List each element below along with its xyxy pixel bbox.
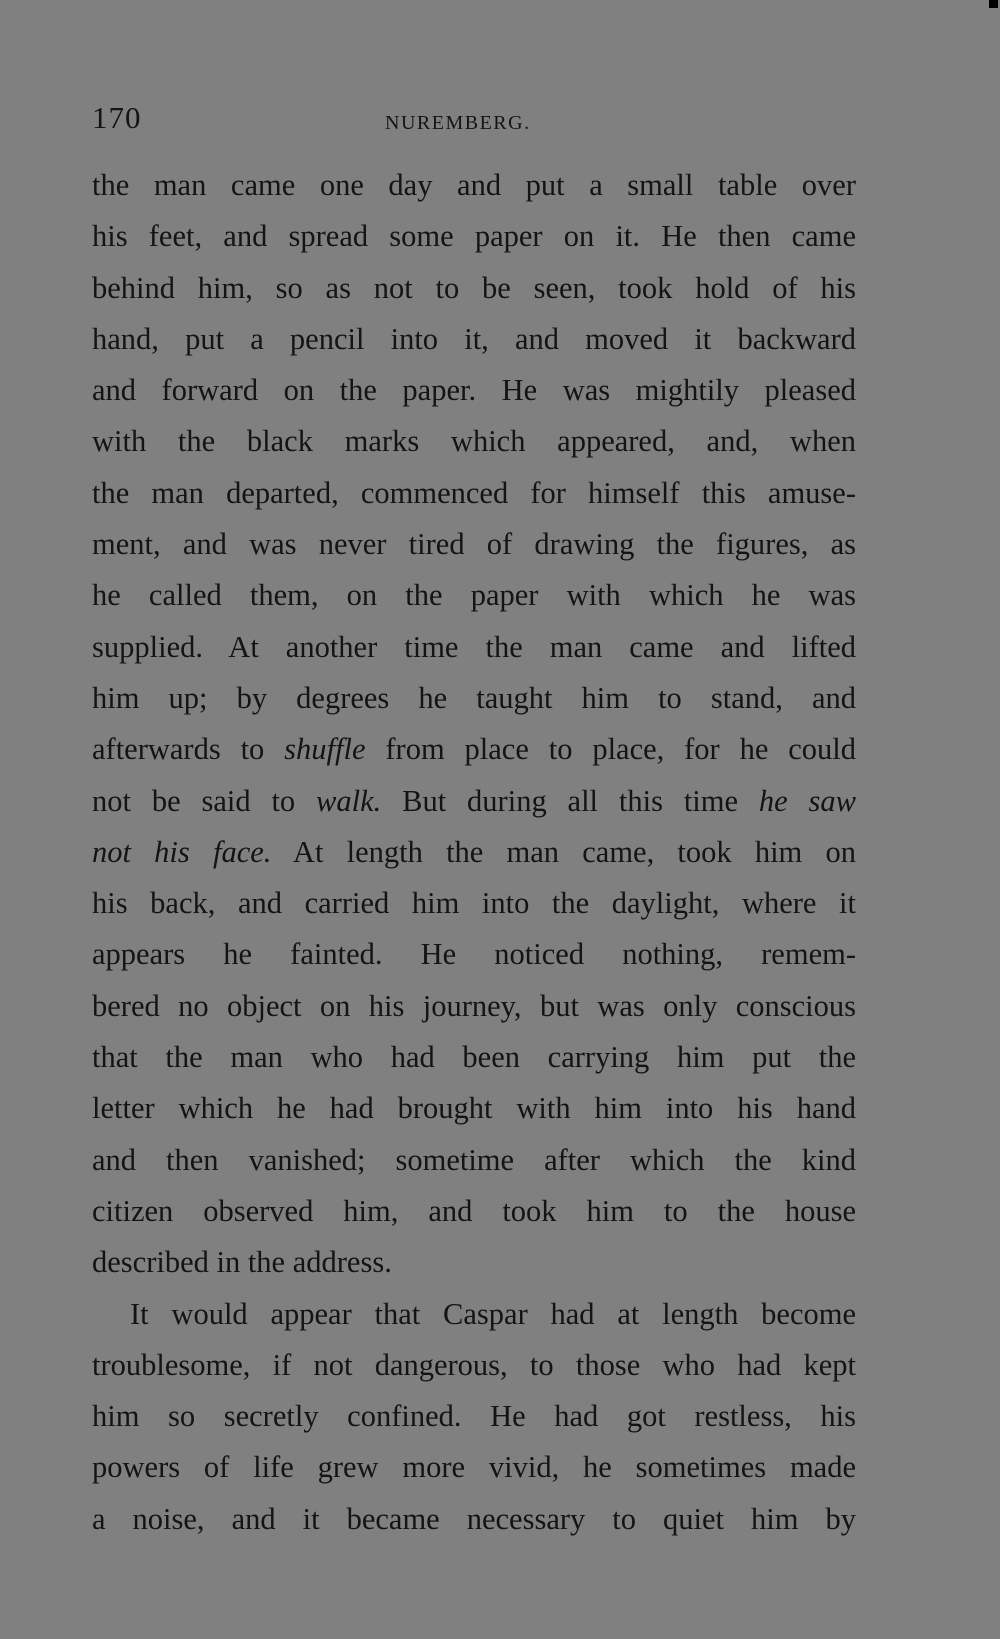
text-segment: citizen observed him, and took him to the house [92, 1193, 856, 1228]
text-line [92, 1237, 856, 1288]
text-line [92, 1340, 856, 1391]
text-segment: the man came one day and put a small table over [92, 168, 856, 202]
text-segment: from place to place, for he could [365, 732, 856, 767]
text-segment: troublesome, if not dangerous, to those who had kept [92, 1347, 856, 1382]
text-segment: with the black marks which appeared, and, when [92, 424, 856, 459]
text-line [92, 1186, 856, 1237]
text-line [92, 1442, 856, 1493]
text-segment: he called them, on the paper with which he was [92, 578, 856, 613]
text-line [92, 160, 856, 211]
text-line [92, 1032, 856, 1083]
text-line [92, 776, 856, 827]
text-line [92, 1494, 856, 1545]
text-line [92, 519, 856, 570]
text-line [92, 1289, 856, 1340]
page-header [92, 100, 856, 140]
text-segment: powers of life grew more vivid, he sometimes made [92, 1450, 856, 1485]
text-segment: not be said to [92, 783, 317, 818]
running-head: NUREMBERG. [385, 112, 531, 134]
text-line [92, 827, 856, 878]
text-segment: supplied. At another time the man came and lifted [92, 629, 856, 664]
text-segment: him up; by degrees he taught him to stand, and [92, 680, 856, 715]
text-line [92, 1135, 856, 1186]
text-segment: described in the address. [92, 1245, 392, 1280]
text-line [92, 1083, 856, 1134]
italic-text: he saw [758, 783, 856, 818]
text-line [92, 622, 856, 673]
text-segment: At length the man came, took him on [271, 834, 856, 869]
text-line [92, 929, 856, 980]
text-segment: hand, put a pencil into it, and moved it backward [92, 321, 856, 356]
text-segment: afterwards to [92, 732, 285, 767]
text-line [92, 724, 856, 775]
text-line [92, 211, 856, 262]
text-segment: the man departed, commenced for himself this amuse- [92, 475, 856, 510]
text-segment: and forward on the paper. He was mightily pleased [92, 373, 856, 408]
text-line [92, 673, 856, 724]
text-segment: It would appear that Caspar had at length become [130, 1296, 856, 1331]
text-segment: a noise, and it became necessary to quiet him by [92, 1501, 856, 1536]
body-text [92, 160, 856, 1545]
italic-text: not his face. [92, 834, 272, 869]
text-segment: his back, and carried him into the daylight, where it [92, 886, 856, 921]
text-line [92, 365, 856, 416]
text-segment: appears he fainted. He noticed nothing, remem- [92, 937, 856, 972]
text-line [92, 263, 856, 314]
italic-text: shuffle [284, 732, 366, 767]
page-number: 170 [92, 100, 142, 135]
text-line [92, 570, 856, 621]
text-segment: him so secretly confined. He had got restless, his [92, 1399, 856, 1434]
text-segment: his feet, and spread some paper on it. He then came [92, 219, 856, 254]
text-segment: behind him, so as not to be seen, took hold of his [92, 270, 856, 305]
text-segment: ment, and was never tired of drawing the figures, as [92, 527, 856, 562]
scan-corner-mark [989, 0, 998, 8]
text-line [92, 468, 856, 519]
text-line [92, 981, 856, 1032]
text-line [92, 1391, 856, 1442]
text-line [92, 314, 856, 365]
text-segment: and then vanished; sometime after which the kind [92, 1142, 856, 1177]
text-segment: But during all this time [381, 783, 759, 818]
text-segment: that the man who had been carrying him put the [92, 1040, 856, 1075]
text-segment: bered no object on his journey, but was only conscious [92, 988, 856, 1023]
text-line [92, 878, 856, 929]
text-segment: letter which he had brought with him into his hand [92, 1091, 856, 1126]
italic-text: walk. [316, 783, 382, 818]
text-line [92, 416, 856, 467]
